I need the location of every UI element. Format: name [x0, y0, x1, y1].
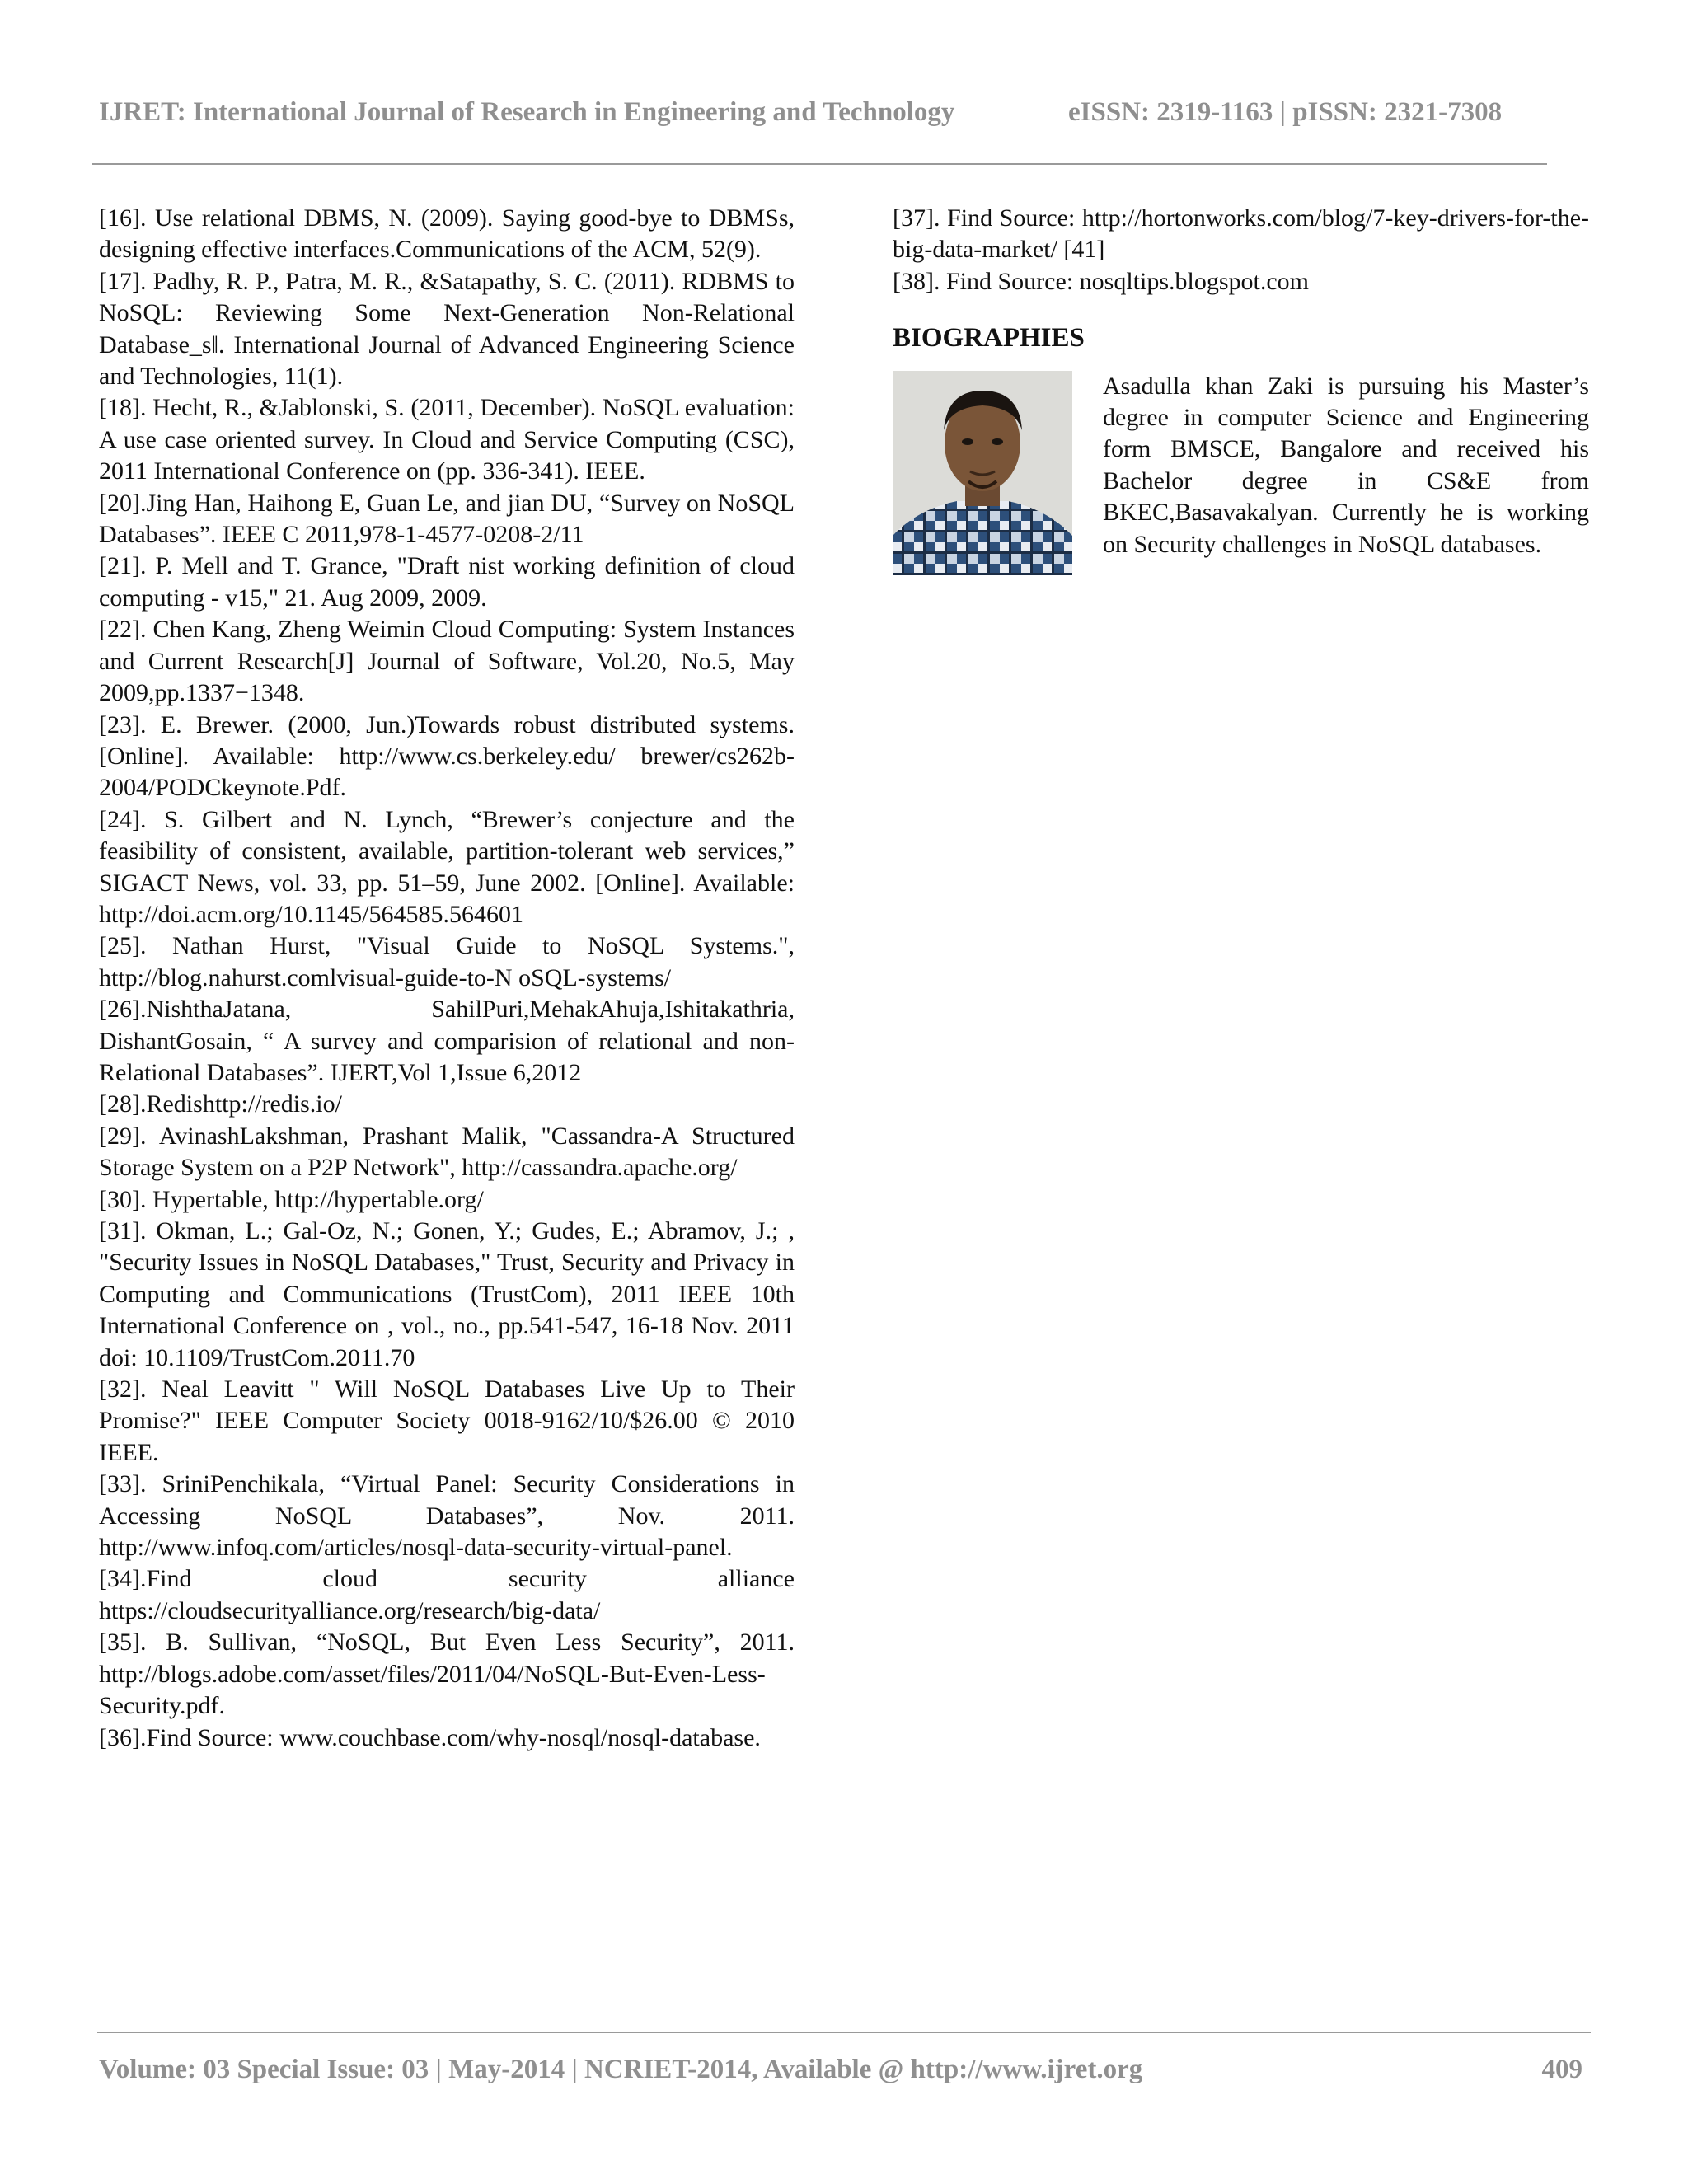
reference-entry: [29]. AvinashLakshman, Prashant Malik, "Cassandra-A Structured Storage System on a P2P Network", http://cassandra.apache.org/ [99, 1122, 795, 1182]
journal-title: IJRET: International Journal of Research in Engineering and Technology [99, 97, 955, 127]
reference-entry: [25]. Nathan Hurst, "Visual Guide to NoSQL Systems.", http://blog.nahurst.comlvisual-guide-to-N oSQL-systems/ [99, 932, 795, 991]
reference-entry: [31]. Okman, L.; Gal-Oz, N.; Gonen, Y.; Gudes, E.; Abramov, J.; , "Security Issues in NoSQL Databases," Trust, Security and Privacy in Computing and Communications (TrustCom), 2011 IEEE 10th International Conference on , vol., no., pp.541-547, 16-18 Nov. 2011 doi: 10.1109/TrustCom.2011.70 [99, 1217, 795, 1371]
author-photo [893, 371, 1072, 575]
reference-entry: [33]. SriniPenchikala, “Virtual Panel: Security Considerations in Accessing NoSQL Databases”, Nov. 2011. http://www.infoq.com/articles/nosql-data-security-virtual-panel. [99, 1470, 795, 1562]
header-rule [92, 163, 1547, 165]
footer-rule [97, 2032, 1591, 2033]
reference-entry: [16]. Use relational DBMS, N. (2009). Saying good-bye to DBMSs, designing effective interfaces.Communications of the ACM, 52(9). [99, 204, 795, 264]
reference-entry: [26].NishthaJatana, SahilPuri,MehakAhuja,Ishitakathria, DishantGosain, “ A survey and comparision of relational and non-Relational Databases”. IJERT,Vol 1,Issue 6,2012 [99, 996, 795, 1086]
right-column [893, 203, 1589, 585]
biography-text: Asadulla khan Zaki is pursuing his Master’s degree in computer Science and Engineering form BMSCE, Bangalore and received his Bachelor degree in CS&E from BKEC,Basavakalyan. Currently he is working on Security challenges in NoSQL databases. [1103, 372, 1589, 558]
reference-entry: [32]. Neal Leavitt " Will NoSQL Databases Live Up to Their Promise?" IEEE Computer Society 0018-9162/10/$26.00 © 2010 IEEE. [99, 1376, 795, 1466]
reference-entry: [23]. E. Brewer. (2000, Jun.)Towards robust distributed systems.[Online]. Available: http://www.cs.berkeley.edu/ brewer/cs262b-2004/PODCkeynote.Pdf. [99, 710, 795, 802]
reference-entry: [30]. Hypertable, http://hypertable.org/ [99, 1185, 484, 1213]
issn-info: eISSN: 2319-1163 | pISSN: 2321-7308 [1068, 97, 1503, 127]
footer-text: Volume: 03 Special Issue: 03 | May-2014 | NCRIET-2014, Available @ http://www.ijret.org [99, 2055, 1143, 2084]
author-biography [893, 371, 1589, 585]
biographies-heading: BIOGRAPHIES [893, 323, 1085, 354]
reference-entry: [28].Redishttp://redis.io/ [99, 1090, 342, 1118]
reference-entry: [36].Find Source: www.couchbase.com/why-nosql/nosql-database. [99, 1723, 761, 1751]
reference-entry: [24]. S. Gilbert and N. Lynch, “Brewer’s conjecture and the feasibility of consistent, available, partition-tolerant web services,” SIGACT News, vol. 33, pp. 51–59, June 2002. [Online]. Available: http://doi.acm.org/10.1145/564585.564601 [99, 805, 795, 928]
reference-entry: [17]. Padhy, R. P., Patra, M. R., &Satapathy, S. C. (2011). RDBMS to NoSQL: Reviewing Some Next-Generation Non-Relational Database_s‖. International Journal of Advanced Engineering Science and Technologies, 11(1). [99, 267, 795, 391]
reference-entry: [21]. P. Mell and T. Grance, "Draft nist working definition of cloud computing - v15," 21. Aug 2009, 2009. [99, 552, 795, 612]
running-footer [99, 2055, 1582, 2085]
reference-entry: [18]. Hecht, R., &Jablonski, S. (2011, December). NoSQL evaluation: A use case oriented survey. In Cloud and Service Computing (CSC), 2011 International Conference on (pp. 336-341). IEEE. [99, 394, 795, 485]
reference-entry: [34].Find cloud security alliance https://cloudsecurityalliance.org/research/big-data/ [99, 1565, 795, 1624]
reference-entry: [38]. Find Source: nosqltips.blogspot.com [893, 267, 1309, 295]
reference-entry: [35]. B. Sullivan, “NoSQL, But Even Less Security”, 2011. http://blogs.adobe.com/asset/files/2011/04/NoSQL-But-Even-Less-Security.pdf. [99, 1629, 795, 1720]
page-number: 409 [1541, 2055, 1582, 2084]
reference-entry: [22]. Chen Kang, Zheng Weimin Cloud Computing: System Instances and Current Research[J] Journal of Software, Vol.20, No.5, May 2009,pp.1337−1348. [99, 616, 795, 707]
reference-entry: [37]. Find Source: http://hortonworks.com/blog/7-key-drivers-for-the-big-data-market/ [41] [893, 204, 1589, 264]
reference-entry: [20].Jing Han, Haihong E, Guan Le, and jian DU, “Survey on NoSQL Databases”. IEEE C 2011,978-1-4577-0208-2/11 [99, 489, 795, 549]
references-left-column [99, 203, 795, 1754]
